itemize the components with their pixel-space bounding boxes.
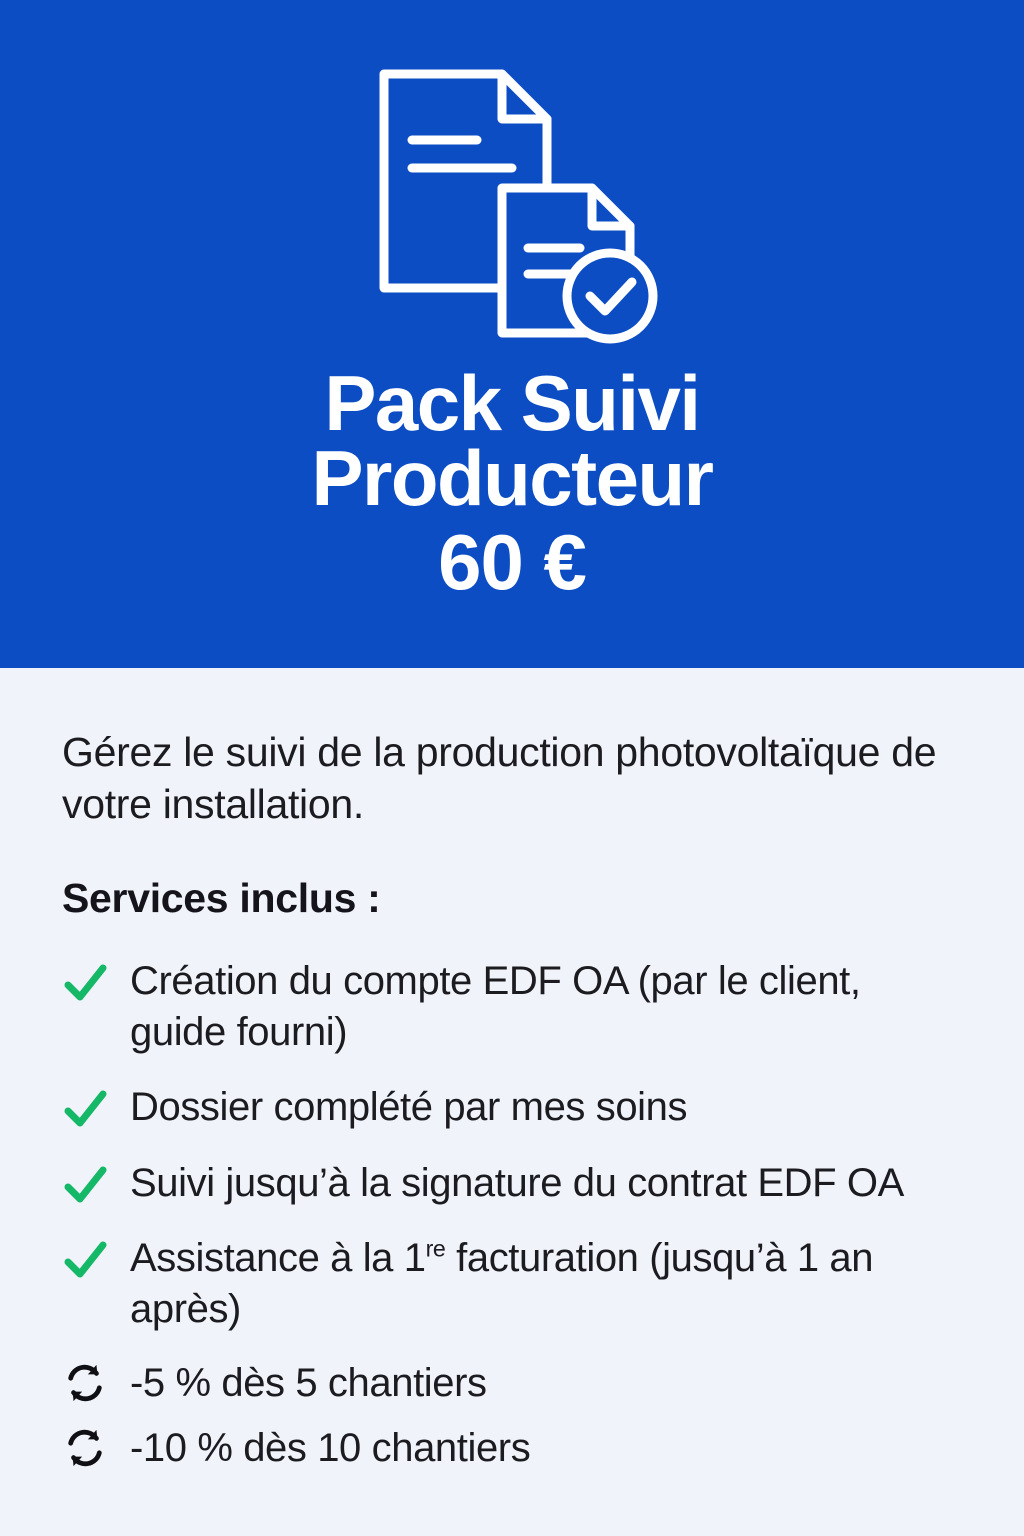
list-item [62,1082,962,1133]
list-item-label: Suivi jusqu’à la signature du contrat EDF OA [130,1160,904,1205]
check-icon [62,1082,108,1130]
card-header [0,0,1024,668]
check-icon [62,1233,108,1281]
list-item-label: -10 % dès 10 chantiers [130,1425,531,1470]
title-line-2: Producteur [311,433,713,522]
discounts-list [62,1359,962,1473]
list-item-label: Dossier complété par mes soins [130,1085,688,1130]
card-body [0,668,1024,1536]
intro-text: Gérez le suivi de la production photovoltaïque de votre installation. [62,729,937,828]
check-icon [62,956,108,1004]
list-item-label: Création du compte EDF OA (par le client, guide fourni) [130,958,861,1055]
list-item [62,956,962,1058]
page-title [311,359,713,522]
included-services-list [62,956,962,1335]
check-icon [62,1158,108,1206]
list-item [62,1233,962,1335]
documents-check-icon [362,58,662,358]
services-heading: Services inclus : [62,874,381,921]
list-item-label [130,1233,962,1335]
list-item [62,1359,962,1408]
list-item-label-pre: Assistance à la 1 [130,1235,426,1280]
refresh-icon [62,1360,108,1406]
list-item-label-post: facturation (jusqu’à 1 an après) [130,1235,874,1331]
price-label: 60 € [438,517,586,606]
list-item [62,1158,962,1209]
list-item [62,1424,962,1473]
list-item-label: -5 % dès 5 chantiers [130,1361,487,1406]
list-item-label-ordinal: re [425,1235,446,1262]
refresh-icon [62,1425,108,1471]
title-line-1: Pack Suivi [324,359,700,447]
